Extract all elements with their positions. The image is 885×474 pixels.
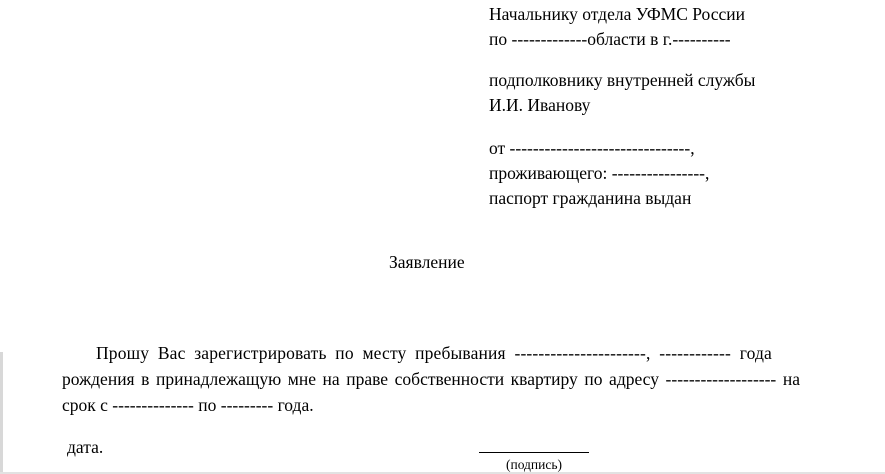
body-line-2: рождения в принадлежащую мне на праве собственности квартиру по адресу ------------------- на — [62, 369, 800, 389]
addressee-line-6: проживающего: ----------------, — [489, 163, 710, 183]
addressee-block — [489, 2, 849, 211]
addressee-line-2: по -------------области в г.---------- — [489, 29, 731, 49]
body-paragraph — [62, 340, 862, 418]
addressee-line-4: И.И. Иванову — [489, 95, 591, 115]
addressee-spacer-2 — [489, 118, 849, 136]
signature-caption: (подпись) — [505, 457, 563, 472]
body-line-3: срок с -------------- по --------- года. — [62, 395, 314, 415]
addressee-line-3: подполковнику внутренней службы — [489, 70, 756, 90]
page-title: Заявление — [389, 252, 465, 272]
addressee-line-1: Начальнику отдела УФМС России — [489, 4, 746, 24]
body-line-1-text: Прошу Вас зарегистрировать по месту пребывания ----------------------, ------------ года — [96, 343, 772, 363]
signature-rule — [479, 452, 589, 453]
date-label: дата. — [67, 437, 104, 457]
addressee-line-5: от -------------------------------, — [489, 138, 695, 158]
addressee-spacer-1 — [489, 52, 849, 68]
addressee-line-7: паспорт гражданина выдан — [489, 188, 692, 208]
scan-edge-left — [0, 352, 3, 474]
body-line-1 — [62, 340, 862, 366]
